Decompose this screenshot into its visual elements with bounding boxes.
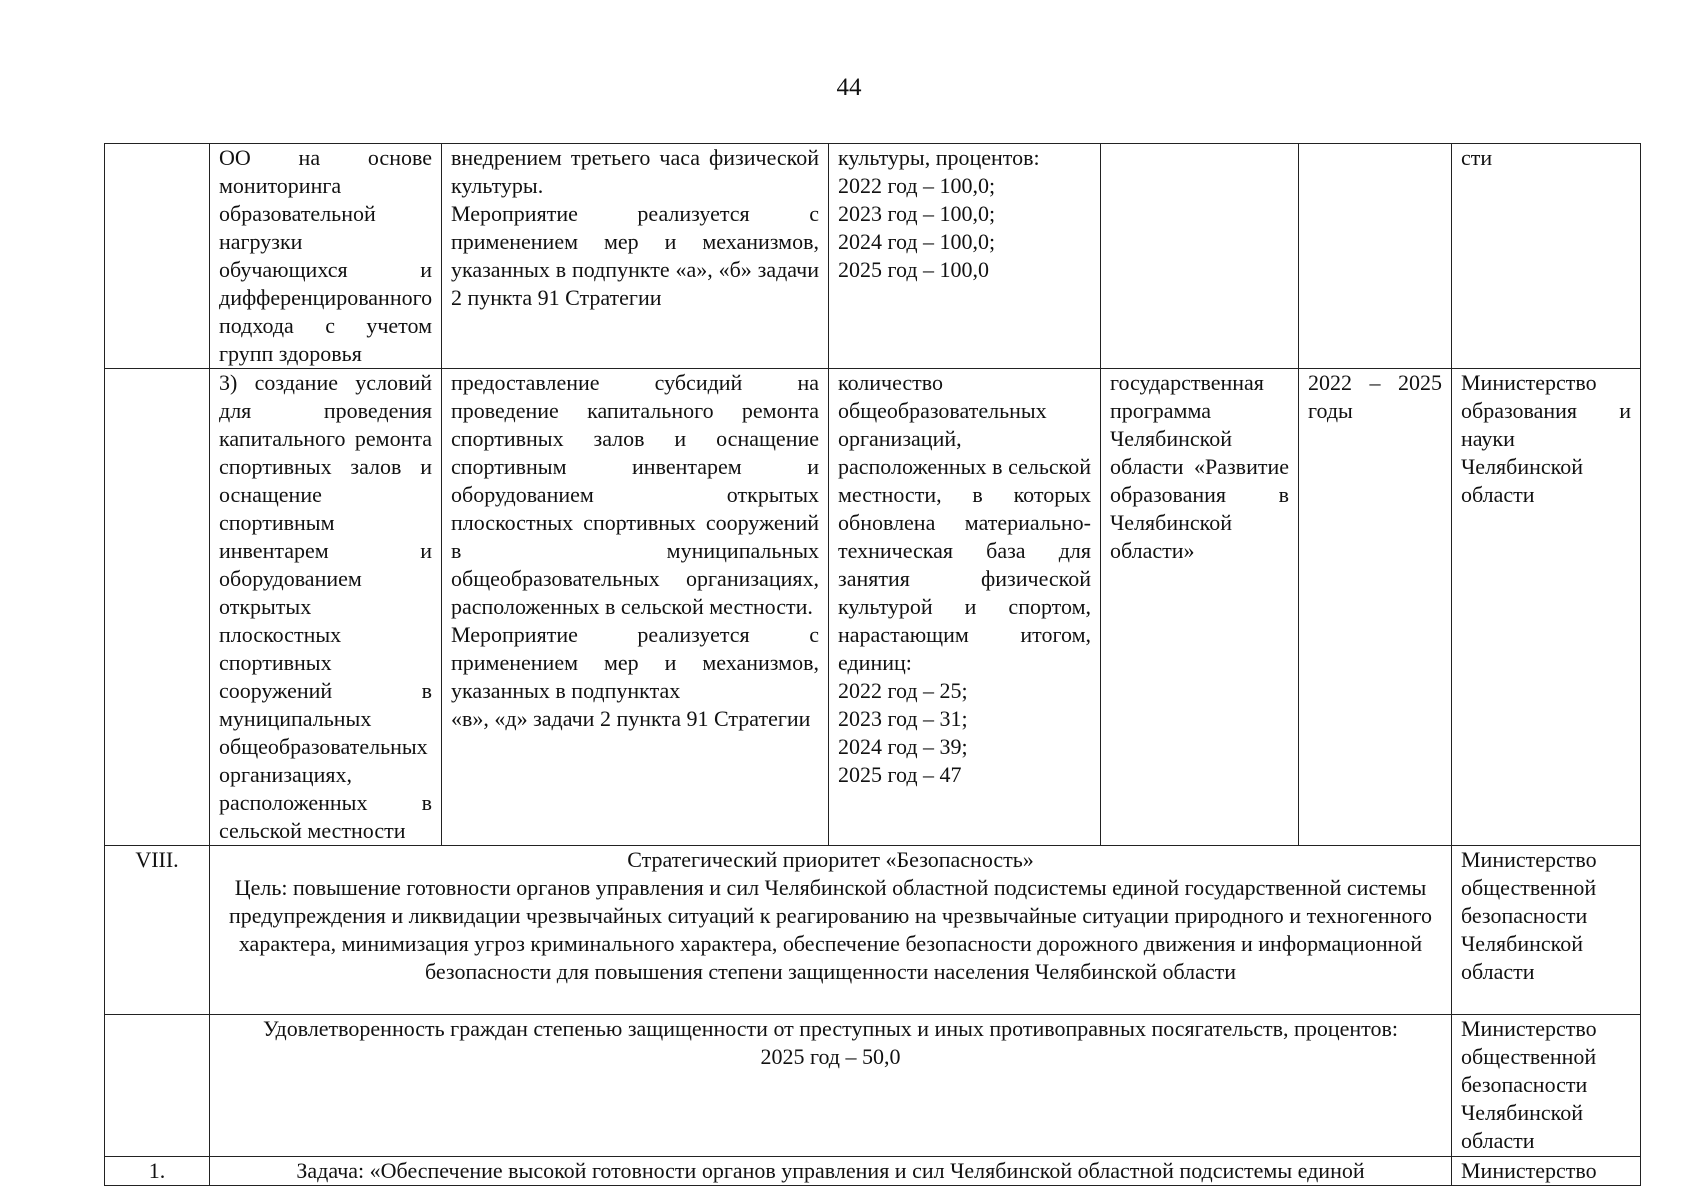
responsible-cell: Министерство общественной безопасности Челябинской области <box>1452 846 1641 1015</box>
task-number-cell: 1. <box>105 1157 210 1186</box>
table-row <box>105 846 1641 1015</box>
responsible-cell: Министерство <box>1452 1157 1641 1186</box>
target-indicator-cell: Удовлетворенность граждан степенью защищенности от преступных и иных противоправных посягательств, процентов: 2025 год – 50,0 <box>210 1015 1452 1157</box>
period-cell: 2022 – 2025 годы <box>1299 369 1452 846</box>
row-number-cell <box>105 144 210 369</box>
program-cell: государственная программа Челябинской области «Развитие образования в Челябинской области» <box>1101 369 1299 846</box>
page-number: 44 <box>836 74 862 101</box>
measure-cell: предоставление субсидий на проведение капитального ремонта спортивных залов и оснащение спортивным инвентарем и оборудованием открытых плоскостных спортивных сооружений в муниципальных общеобразовательных организациях, расположенных в сельской местности. Мероприятие реализуется с применением мер и механизмов, указанных в подпунктах «в», «д» задачи 2 пункта 91 Стратегии <box>442 369 829 846</box>
indicator-cell: количество общеобразовательных организаций, расположенных в сельской местности, в которых обновлена материально-техническая база для занятия физической культурой и спортом, нарастающим итогом, единиц: 2022 год – 25; 2023 год – 31; 2024 год – 39; 2025 год – 47 <box>829 369 1101 846</box>
row-number-cell <box>105 369 210 846</box>
task-cell: ОО на основе мониторинга образовательной нагрузки обучающихся и дифференцированного подхода с учетом групп здоровья <box>210 144 442 369</box>
strategy-table <box>104 143 1641 1186</box>
period-cell <box>1299 144 1452 369</box>
task-title-cell: Задача: «Обеспечение высокой готовности органов управления и сил Челябинской областной подсистемы единой <box>210 1157 1452 1186</box>
task-cell: 3) создание условий для проведения капитального ремонта спортивных залов и оснащение спортивным инвентарем и оборудованием открытых плоскостных спортивных сооружений в муниципальных общеобразовательных организациях, расположенных в сельской местности <box>210 369 442 846</box>
table-row <box>105 144 1641 369</box>
indicator-cell: культуры, процентов: 2022 год – 100,0; 2023 год – 100,0; 2024 год – 100,0; 2025 год – 100,0 <box>829 144 1101 369</box>
priority-goal-cell: Стратегический приоритет «Безопасность» Цель: повышение готовности органов управления и сил Челябинской областной подсистемы единой государственной системы предупреждения и ликвидации чрезвычайных ситуаций к реагированию на чрезвычайные ситуации природного и техногенного характера, минимизация угроз криминального характера, обеспечение безопасности дорожного движения и информационной безопасности для повышения степени защищенности населения Челябинской области <box>210 846 1452 1015</box>
table-row <box>105 1157 1641 1186</box>
row-number-cell <box>105 1015 210 1157</box>
program-cell <box>1101 144 1299 369</box>
responsible-cell: Министерство общественной безопасности Челябинской области <box>1452 1015 1641 1157</box>
responsible-cell: сти <box>1452 144 1641 369</box>
responsible-cell: Министерство образования и науки Челябинской области <box>1452 369 1641 846</box>
table-row <box>105 1015 1641 1157</box>
table-row <box>105 369 1641 846</box>
section-number-cell: VIII. <box>105 846 210 1015</box>
measure-cell: внедрением третьего часа физической культуры. Мероприятие реализуется с применением мер и механизмов, указанных в подпункте «а», «б» задачи 2 пункта 91 Стратегии <box>442 144 829 369</box>
